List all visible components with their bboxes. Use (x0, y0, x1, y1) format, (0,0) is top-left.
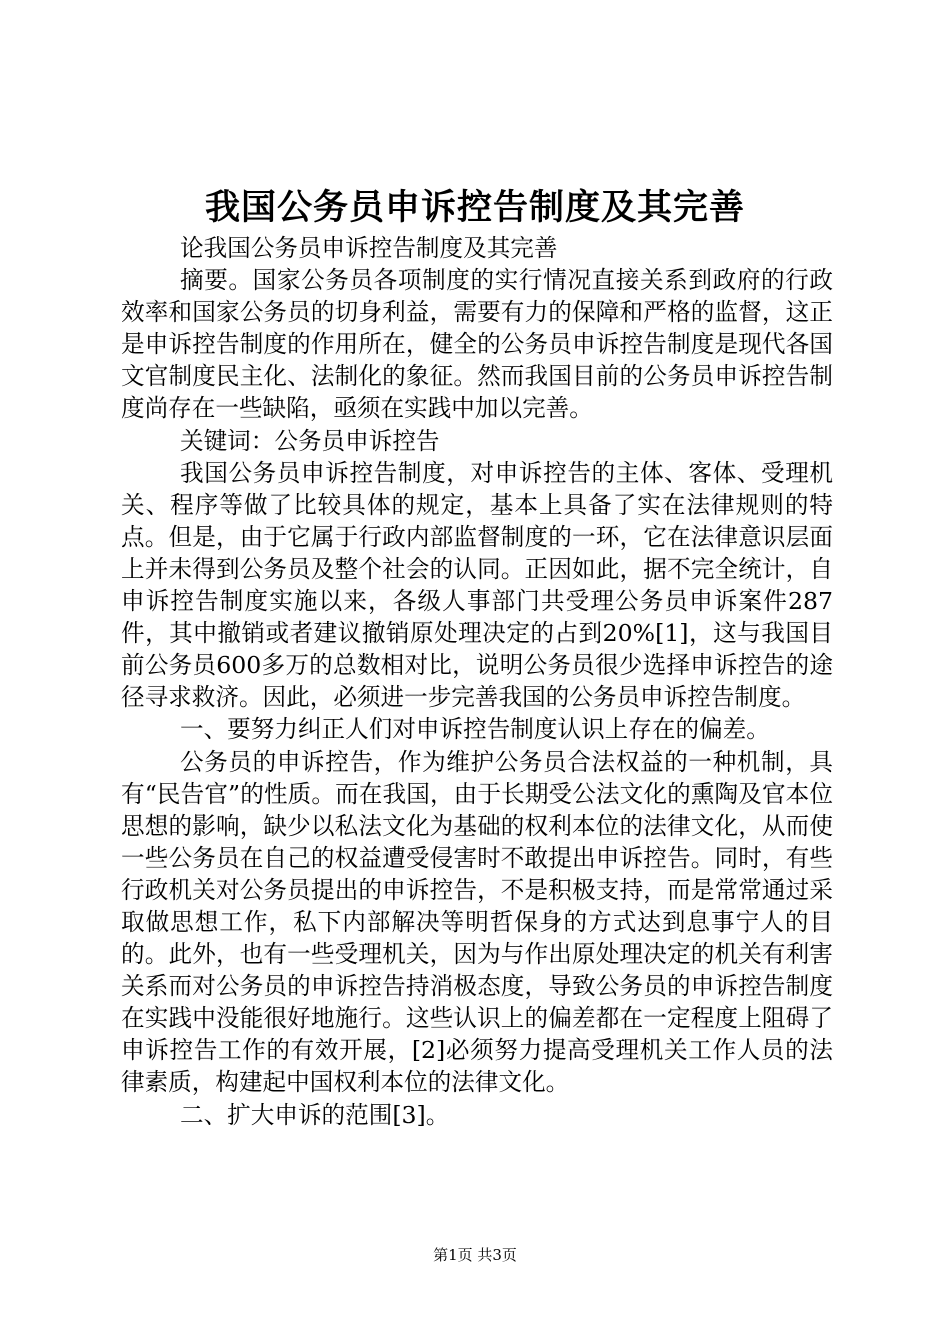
paragraph-subtitle: 论我国公务员申诉控告制度及其完善 (180, 234, 558, 262)
section-heading-1: 一、要努力纠正人们对申诉控告制度认识上存在的偏差。 (180, 715, 770, 744)
document-body (121, 232, 833, 1131)
paragraph-keywords: 关键词：公务员申诉控告 (180, 426, 440, 455)
paragraph-section-1: 公务员的申诉控告，作为维护公务员合法权益的一种机制，具有“民告官”的性质。而在我国，由于长期受公法文化的熏陶及官本位思想的影响，缺少以私法文化为基础的权利本位的法律文化，从而使一些公务员在自己的权益遭受侵害时不敢提出申诉控告。同时，有些行政机关对公务员提出的申诉控告，不是积极支持，而是常常通过采取做思想工作，私下内部解决等明哲保身的方式达到息事宁人的目的。此外，也有一些受理机关，因为与作出原处理决定的机关有利害关系而对公务员的申诉控告持消极态度，导致公务员的申诉控告制度在实践中没能很好地施行。这些认识上的偏差都在一定程度上阻碍了申诉控告工作的有效开展，[2]必须努力提高受理机关工作人员的法律素质，构建起中国权利本位的法律文化。 (121, 747, 833, 1097)
document-title: 我国公务员申诉控告制度及其完善 (204, 187, 745, 228)
paragraph-intro: 我国公务员申诉控告制度，对申诉控告的主体、客体、受理机关、程序等做了比较具体的规定，基本上具备了实在法律规则的特点。但是，由于它属于行政内部监督制度的一环，它在法律意识层面上并未得到公务员及整个社会的认同。正因如此，据不完全统计，自申诉控告制度实施以来，各级人事部门共受理公务员申诉案件287件，其中撤销或者建议撤销原处理决定的占到20%[1]，这与我国目前公务员600多万的总数相对比，说明公务员很少选择申诉控告的途径寻求救济。因此，必须进一步完善我国的公务员申诉控告制度。 (121, 458, 833, 712)
section-heading-2: 二、扩大申诉的范围[3]。 (180, 1100, 450, 1129)
page-number-footer: 第1页 共3页 (433, 1246, 517, 1264)
paragraph-abstract: 摘要。国家公务员各项制度的实行情况直接关系到政府的行政效率和国家公务员的切身利益，需要有力的保障和严格的监督，这正是申诉控告制度的作用所在，健全的公务员申诉控告制度是现代各国文官制度民主化、法制化的象征。然而我国目前的公务员申诉控告制度尚存在一些缺陷，亟须在实践中加以完善。 (121, 266, 833, 423)
